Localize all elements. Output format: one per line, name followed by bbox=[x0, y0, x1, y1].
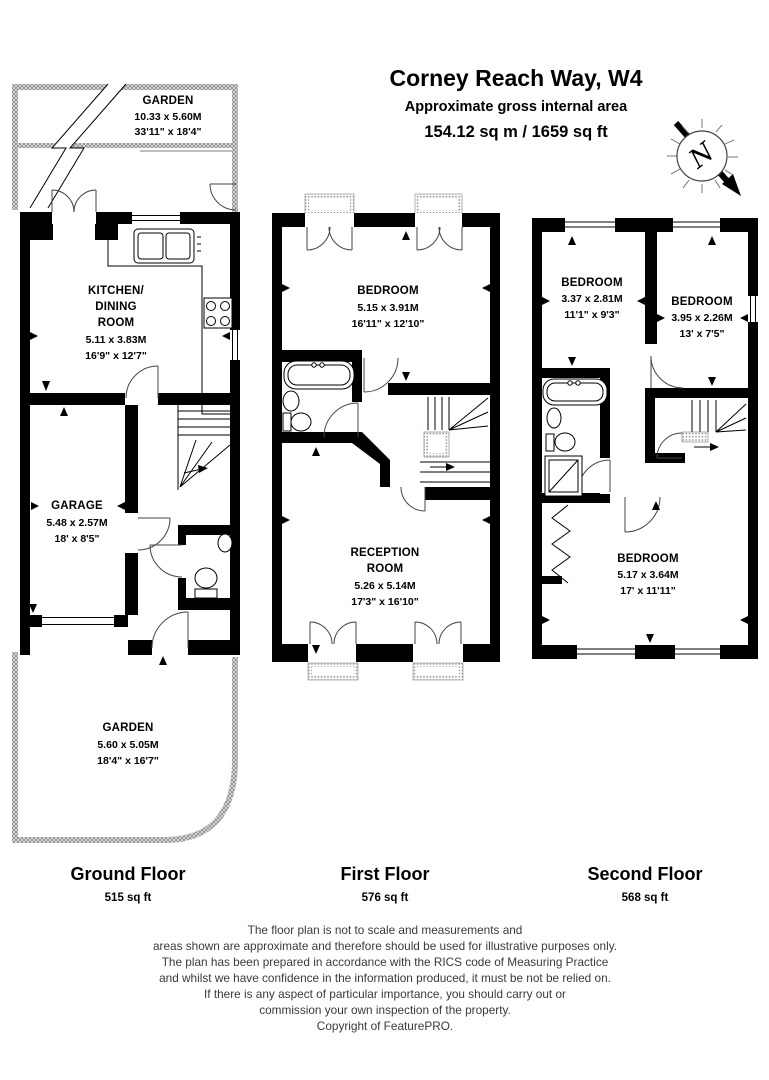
room-label: RECEPTION bbox=[350, 547, 420, 559]
room-label: GARDEN bbox=[142, 95, 194, 107]
basin-icon bbox=[283, 391, 299, 411]
room-imperial: 17'3" x 16'10" bbox=[351, 596, 419, 608]
north-label: N bbox=[683, 137, 721, 175]
total-area: 154.12 sq m / 1659 sq ft bbox=[424, 123, 608, 141]
room-metric: 3.95 x 2.26M bbox=[671, 312, 733, 324]
room-imperial: 13' x 7'5" bbox=[679, 328, 725, 340]
room-label: GARDEN bbox=[102, 722, 154, 734]
wc-fixtures bbox=[195, 534, 232, 598]
room-metric: 5.17 x 3.64M bbox=[617, 569, 679, 581]
bathroom-first bbox=[283, 361, 354, 431]
room-garage bbox=[46, 500, 108, 545]
header bbox=[389, 65, 642, 141]
first-floor-area: 576 sq ft bbox=[361, 892, 409, 904]
room-label: BEDROOM bbox=[357, 285, 419, 297]
room-metric: 5.26 x 5.14M bbox=[354, 580, 416, 592]
room-metric: 3.37 x 2.81M bbox=[561, 293, 623, 305]
north-compass-icon bbox=[667, 119, 741, 196]
wardrobe-zigzag bbox=[552, 505, 570, 583]
room-label: BEDROOM bbox=[617, 553, 679, 565]
ground-floor-caption: Ground Floor bbox=[70, 864, 186, 884]
basin-icon bbox=[218, 534, 232, 552]
room-garden-bottom bbox=[97, 722, 159, 767]
bathroom-second bbox=[543, 379, 607, 496]
disclaimer bbox=[153, 923, 617, 1033]
room-imperial: 16'11" x 12'10" bbox=[351, 318, 425, 330]
room-metric: 10.33 x 5.60M bbox=[134, 111, 202, 123]
room-label: ROOM bbox=[366, 563, 404, 575]
second-floor-area: 568 sq ft bbox=[621, 892, 669, 904]
room-label: KITCHEN/ bbox=[88, 285, 144, 297]
room-kitchen bbox=[85, 285, 147, 362]
room-reception bbox=[351, 547, 420, 608]
toilet-icon bbox=[291, 413, 311, 431]
ground-floor-area: 515 sq ft bbox=[104, 892, 152, 904]
room-imperial: 17' x 11'11" bbox=[620, 585, 676, 597]
room-imperial: 16'9" x 12'7" bbox=[85, 350, 147, 362]
disclaimer-line: commission your own inspection of the property. bbox=[259, 1003, 511, 1017]
staircase-second bbox=[682, 400, 746, 451]
room-metric: 5.11 x 3.83M bbox=[85, 334, 147, 346]
first-floor-plan bbox=[272, 194, 500, 680]
page-subtitle: Approximate gross internal area bbox=[404, 99, 628, 115]
room-bedroom-front-right bbox=[671, 296, 733, 340]
room-metric: 5.60 x 5.05M bbox=[97, 739, 159, 751]
room-imperial: 11'1" x 9'3" bbox=[564, 309, 620, 321]
room-label: GARAGE bbox=[51, 500, 103, 512]
second-floor-caption: Second Floor bbox=[587, 864, 703, 884]
room-bedroom-back bbox=[617, 553, 679, 597]
room-metric: 5.15 x 3.91M bbox=[357, 302, 419, 314]
room-label: BEDROOM bbox=[561, 277, 623, 289]
room-label: ROOM bbox=[97, 317, 135, 329]
disclaimer-line: areas shown are approximate and therefore should be used for illustrative purposes only. bbox=[152, 939, 618, 953]
room-garden-top bbox=[134, 95, 201, 138]
basin-icon bbox=[547, 408, 561, 428]
disclaimer-line: If there is any aspect of particular importance, you should carry out or bbox=[204, 987, 566, 1001]
room-imperial: 18'4" x 16'7" bbox=[97, 755, 159, 767]
first-floor-caption: First Floor bbox=[340, 864, 430, 884]
disclaimer-copyright: Copyright of FeaturePRO. bbox=[316, 1019, 454, 1033]
room-imperial: 18' x 8'5" bbox=[54, 533, 100, 545]
staircase-first bbox=[420, 397, 490, 482]
room-bedroom-front-left bbox=[561, 277, 623, 321]
second-floor-plan bbox=[532, 218, 758, 659]
staircase-ground bbox=[178, 405, 230, 490]
toilet-icon bbox=[555, 433, 575, 451]
room-label: DINING bbox=[95, 301, 137, 313]
page-title: Corney Reach Way, W4 bbox=[389, 65, 643, 91]
room-imperial: 33'11" x 18'4" bbox=[134, 126, 202, 138]
room-metric: 5.48 x 2.57M bbox=[46, 517, 108, 529]
disclaimer-line: The plan has been prepared in accordance with the RICS code of Measuring Practice bbox=[161, 955, 609, 969]
room-label: BEDROOM bbox=[671, 296, 733, 308]
room-bedroom-first bbox=[352, 285, 425, 330]
disclaimer-line: The floor plan is not to scale and measurements and bbox=[247, 923, 523, 937]
toilet-icon bbox=[195, 568, 217, 588]
ground-floor-plan bbox=[12, 84, 240, 840]
disclaimer-line: and whilst we have confidence in the information produced, it must be not be relied on. bbox=[159, 971, 611, 985]
floor-captions bbox=[71, 864, 703, 904]
